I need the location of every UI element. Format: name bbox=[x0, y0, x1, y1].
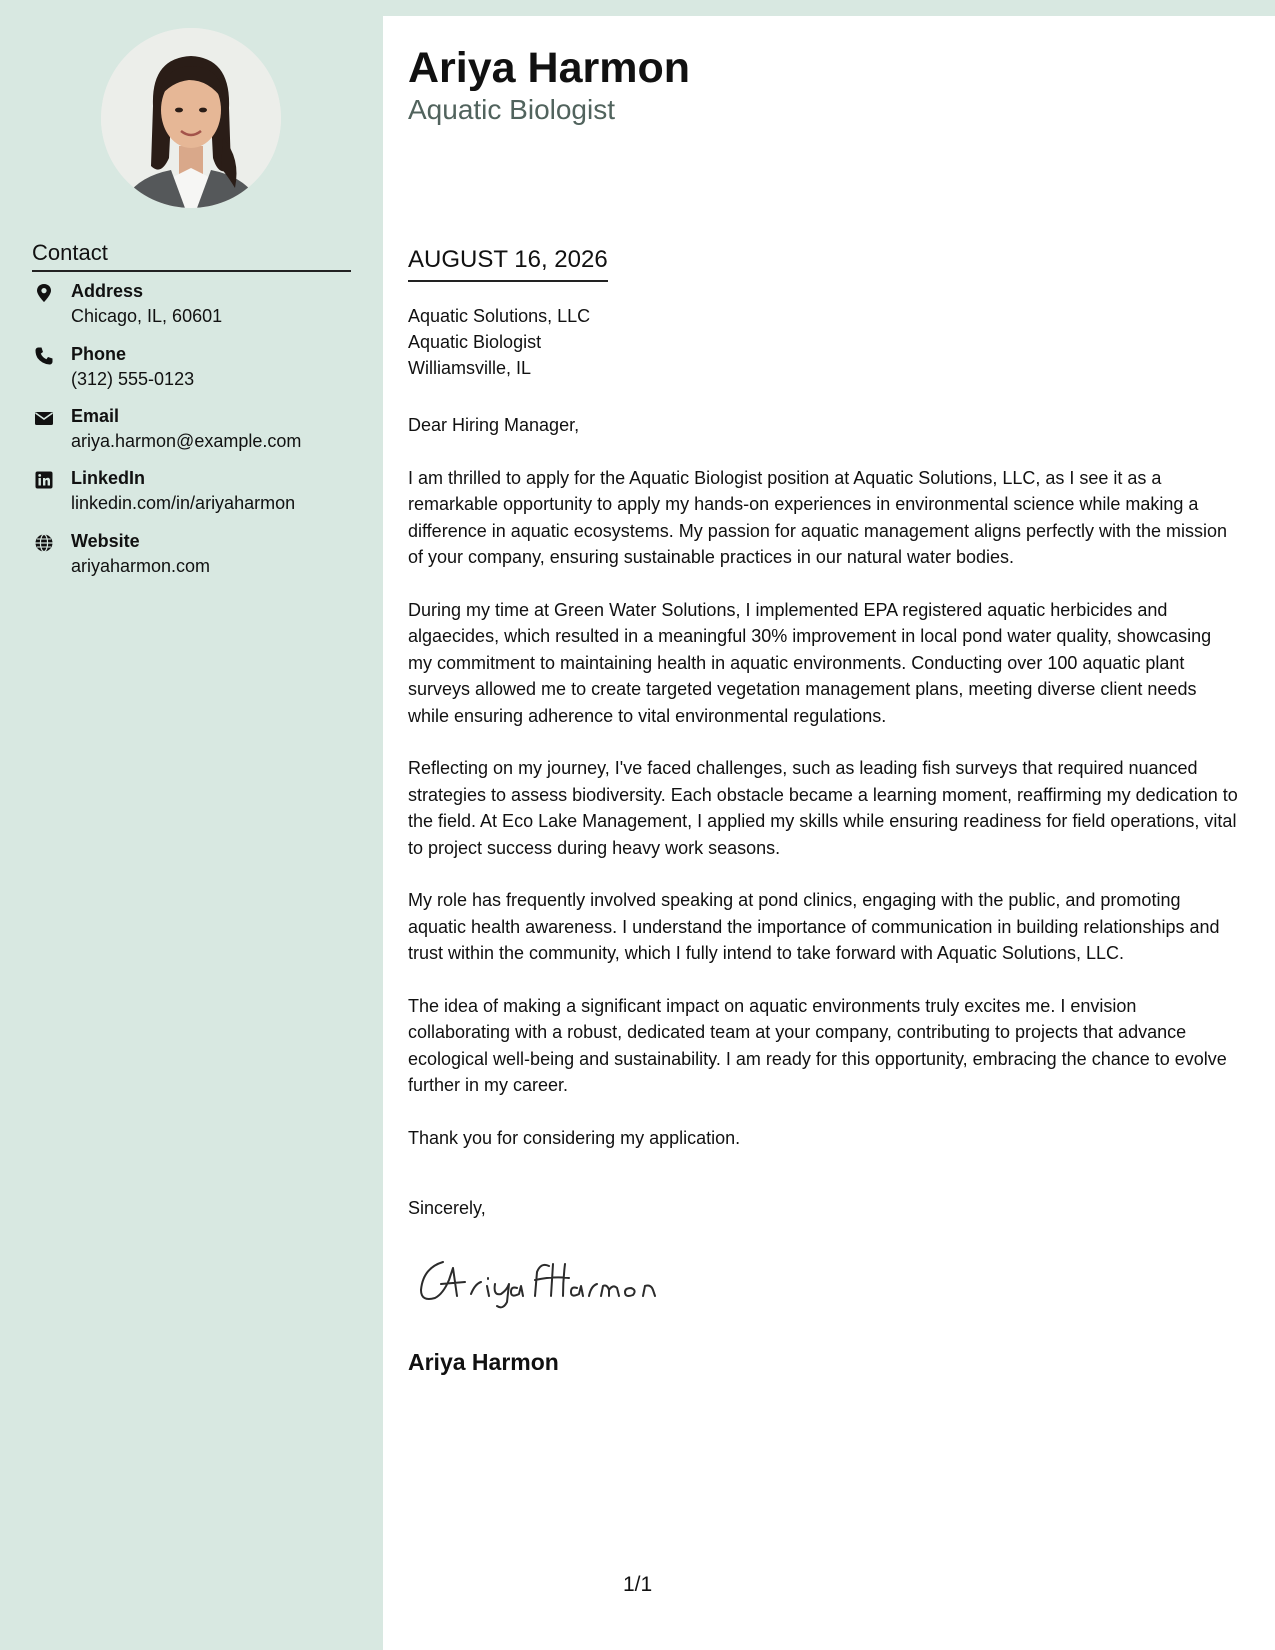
letter-date: AUGUST 16, 2026 bbox=[408, 246, 608, 282]
contact-address bbox=[32, 281, 362, 331]
contact-label: Website bbox=[71, 531, 140, 551]
address-value: Chicago, IL, 60601 bbox=[71, 306, 223, 326]
contact-heading: Contact bbox=[32, 240, 351, 272]
paragraph: During my time at Green Water Solutions, I implemented EPA registered aquatic herbicides and algaecides, which resulted in a meaningful 30% improvement in local pond water quality, showcasing my commitment to maintaining health in aquatic environments. Conducting over 100 aquatic plant surveys allowed me to create targeted vegetation management plans, meeting diverse client needs while ensuring adherence to vital environmental regulations. bbox=[408, 599, 1212, 726]
contact-website[interactable] bbox=[32, 531, 362, 581]
sidebar bbox=[0, 0, 383, 1650]
sign-off: Sincerely, bbox=[408, 1198, 486, 1218]
signed-name: Ariya Harmon bbox=[408, 1349, 559, 1375]
letter-text bbox=[408, 412, 1238, 1177]
applicant-title: Aquatic Biologist bbox=[408, 94, 616, 125]
contact-linkedin[interactable] bbox=[32, 468, 362, 518]
paragraph: The idea of making a significant impact on aquatic environments truly excites me. I envision collaborating with a robust, dedicated team at your company, contributing to projects that advance ecological well-being and sustainability. I am ready for this opportunity, embracing the chance to evolve further in my career. bbox=[408, 995, 1227, 1095]
globe-icon bbox=[34, 533, 54, 553]
paragraph: I am thrilled to apply for the Aquatic Biologist position at Aquatic Solutions, LLC, as I see it as a remarkable opportunity to apply my hands-on experiences in environmental science while making a difference in aquatic ecosystems. My passion for aquatic management aligns perfectly with the mission of your company, ensuring sustainable practices in our natural water bodies. bbox=[408, 467, 1228, 567]
paragraph: My role has frequently involved speaking at pond clinics, engaging with the public, and promoting aquatic health awareness. I understand the importance of communication in building relationships and trust within the community, which I fully intend to take forward with Aquatic Solutions, LLC. bbox=[408, 890, 1220, 963]
signature bbox=[413, 1250, 673, 1310]
contact-phone bbox=[32, 344, 362, 394]
closing-line: Thank you for considering my application. bbox=[408, 1127, 741, 1148]
contact-label: Phone bbox=[71, 344, 127, 364]
contact-label: LinkedIn bbox=[71, 468, 146, 488]
page-number: 1/1 bbox=[623, 1573, 653, 1596]
recipient-location: Williamsville, IL bbox=[408, 358, 532, 378]
contact-email[interactable] bbox=[32, 406, 362, 456]
recipient-company: Aquatic Solutions, LLC bbox=[408, 306, 591, 326]
email-link[interactable]: ariya.harmon@example.com bbox=[71, 431, 302, 451]
linkedin-link[interactable]: linkedin.com/in/ariyaharmon bbox=[71, 493, 296, 513]
profile-photo bbox=[101, 28, 281, 208]
letter-body bbox=[383, 16, 1275, 1650]
phone-value: (312) 555-0123 bbox=[71, 369, 195, 389]
contact-label: Email bbox=[71, 406, 120, 426]
avatar bbox=[101, 28, 281, 208]
recipient-position: Aquatic Biologist bbox=[408, 332, 542, 352]
recipient-block bbox=[408, 303, 590, 381]
greeting: Dear Hiring Manager, bbox=[408, 415, 580, 435]
linkedin-icon bbox=[34, 470, 54, 490]
envelope-icon bbox=[34, 408, 54, 428]
phone-icon bbox=[34, 346, 54, 366]
map-pin-icon bbox=[34, 283, 54, 303]
applicant-name: Ariya Harmon bbox=[408, 44, 690, 92]
contact-label: Address bbox=[71, 281, 144, 301]
website-link[interactable]: ariyaharmon.com bbox=[71, 556, 211, 576]
paragraph: Reflecting on my journey, I've faced challenges, such as leading fish surveys that required nuanced strategies to assess biodiversity. Each obstacle became a learning moment, reaffirming my dedication to the field. At Eco Lake Management, I applied my skills while ensuring readiness for field operations, vital to project success during heavy work seasons. bbox=[408, 758, 1238, 858]
handwritten-signature bbox=[413, 1250, 673, 1310]
